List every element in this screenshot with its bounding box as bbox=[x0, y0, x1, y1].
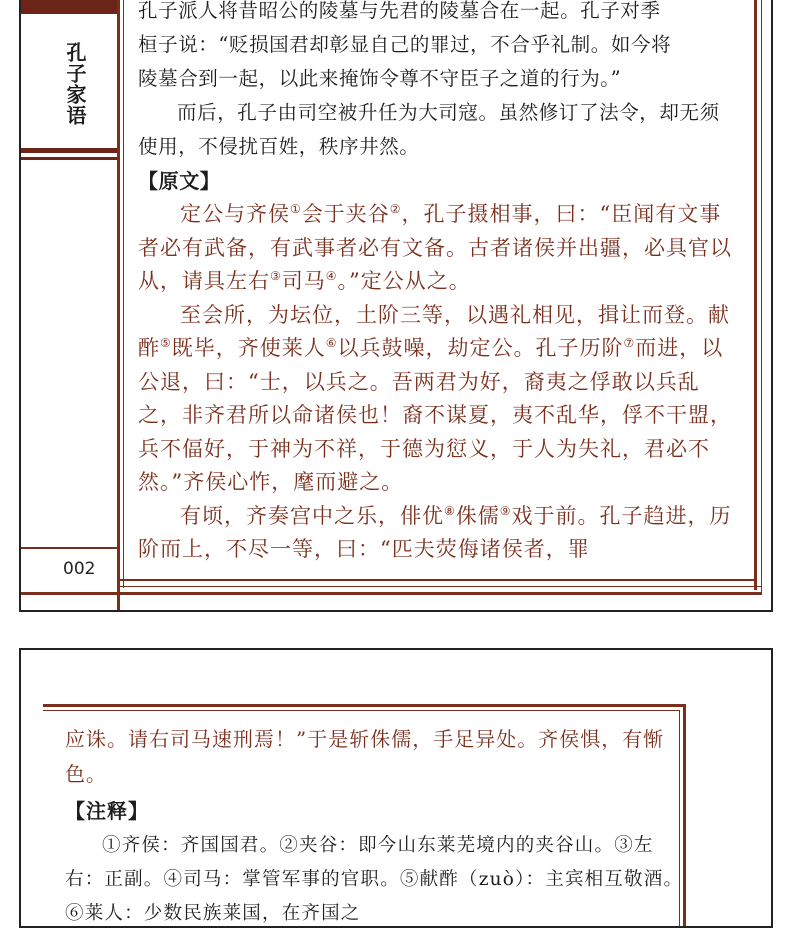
translation-line-2: 桓子说：“贬损国君却彰显自己的罪过，不合乎礼制。如今将 bbox=[138, 33, 672, 56]
original-paragraph-1 bbox=[138, 198, 738, 299]
notes-text: ①齐侯：齐国国君。②夹谷：即今山东莱芜境内的夹谷山。③左右：正副。④司马：掌管军事的官职。⑤献酢（zuò）：主宾相互敬酒。⑥莱人：少数民族莱国，在齐国之 bbox=[65, 835, 684, 924]
note-ref-5: ⑤ bbox=[160, 336, 172, 350]
orig-text: 至会所，为坛位，土阶三等，以遇礼相见，揖让而登。献酢 bbox=[138, 302, 730, 360]
frame-bottom-inner bbox=[117, 579, 757, 581]
side-stripe-top bbox=[21, 0, 117, 14]
top-page-panel bbox=[19, 0, 773, 612]
bottom-body-text bbox=[65, 722, 685, 928]
orig-text: 既毕，齐使莱人 bbox=[171, 336, 326, 360]
note-ref-6: ⑥ bbox=[325, 336, 338, 350]
frame-left-thin bbox=[123, 0, 124, 588]
orig-text: 戏于前。孔子趋进，历阶而上，不尽一等，曰：“匹夫荧侮诸侯者，罪 bbox=[138, 503, 732, 561]
section-heading-original: 【原文】 bbox=[138, 169, 221, 193]
frame-right-thin bbox=[761, 0, 762, 595]
section-heading-notes: 【注释】 bbox=[65, 799, 149, 823]
translation-line-1: 孔子派人将昔昭公的陵墓与先君的陵墓合在一起。孔子对季 bbox=[138, 0, 661, 22]
frame-top-thick bbox=[43, 704, 685, 707]
orig-text: 司马 bbox=[281, 269, 326, 293]
side-band bbox=[21, 0, 119, 610]
note-ref-8: ⑧ bbox=[444, 503, 456, 518]
top-body-text bbox=[138, 0, 738, 567]
original-paragraph-3 bbox=[138, 500, 738, 567]
orig-text: 会于夹谷 bbox=[301, 202, 390, 226]
orig-text: 侏儒 bbox=[455, 503, 500, 528]
note-ref-4: ④ bbox=[325, 269, 338, 283]
original-continuation: 应诛。请右司马速刑焉！”于是斩侏儒，手足异处。齐侯惧，有惭色。 bbox=[65, 727, 665, 786]
orig-text: 而进，以公退，曰：“士，以兵之。吾两君为好，裔夷之俘敢以兵乱之，非齐君所以命诸侯也！裔不谋夏，夷不乱华，俘不干盟，兵不偪好，于神为不祥，于德为愆义，于人为失礼，君必不然。”齐侯心怍，麾而避之。 bbox=[138, 336, 732, 494]
bottom-page-panel bbox=[19, 648, 773, 928]
side-divider bbox=[21, 547, 117, 549]
side-stripe-mid2 bbox=[21, 157, 117, 160]
orig-text: 定公与齐侯 bbox=[180, 202, 290, 226]
page-number: 002 bbox=[63, 559, 96, 579]
note-ref-3: ③ bbox=[270, 269, 282, 283]
note-ref-1: ① bbox=[290, 202, 302, 216]
translation-line-3: 陵墓合到一起，以此来掩饰令尊不守臣子之道的行为。” bbox=[138, 67, 622, 90]
note-ref-2: ② bbox=[389, 202, 402, 216]
book-title: 孔子家语 bbox=[63, 42, 87, 126]
original-paragraph-2 bbox=[138, 299, 738, 500]
side-stripe-mid bbox=[21, 148, 117, 153]
frame-right-thick bbox=[754, 0, 757, 590]
note-ref-7: ⑦ bbox=[623, 336, 636, 350]
frame-bottom-mid bbox=[117, 586, 762, 587]
orig-text: ，孔子摄相事，曰：“臣闻有文事者必有武备，有武事者必有文备。古者诸侯并出疆，必具官以从，请具左右 bbox=[138, 202, 732, 293]
frame-bottom-outer bbox=[21, 592, 762, 595]
orig-text: 以兵鼓噪，劫定公。孔子历阶 bbox=[337, 336, 624, 360]
frame-top-thin bbox=[43, 710, 679, 711]
orig-text: 有顷，齐奏宫中之乐，俳优 bbox=[180, 503, 444, 528]
note-ref-9: ⑨ bbox=[499, 503, 512, 518]
orig-text: 。”定公从之。 bbox=[337, 269, 471, 293]
translation-paragraph-2: 而后，孔子由司空被升任为大司寇。虽然修订了法令，却无须使用，不侵扰百姓，秩序井然。 bbox=[138, 101, 720, 158]
frame-left-thick bbox=[117, 0, 120, 612]
